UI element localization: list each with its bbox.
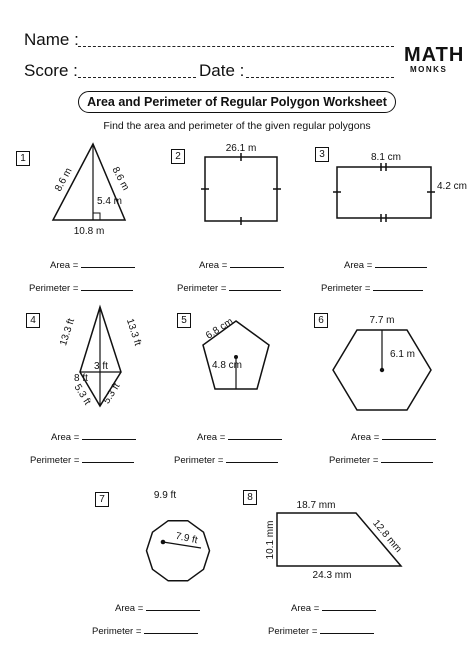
perimeter-answer-blank[interactable] bbox=[82, 453, 134, 463]
perimeter-answer bbox=[92, 624, 198, 637]
logo-text-main: MATH bbox=[404, 44, 465, 66]
center-dot bbox=[380, 368, 384, 372]
problem-number: 7 bbox=[95, 492, 109, 507]
perimeter-answer bbox=[174, 453, 278, 466]
problem-number: 6 bbox=[314, 313, 328, 328]
height-label: 10.1 mm bbox=[265, 520, 276, 560]
area-answer bbox=[50, 258, 135, 271]
area-answer-blank[interactable] bbox=[81, 258, 135, 268]
problem-number: 8 bbox=[243, 490, 257, 505]
area-answer-blank[interactable] bbox=[82, 430, 136, 440]
problem-number: 4 bbox=[26, 313, 40, 328]
perimeter-answer-blank[interactable] bbox=[144, 624, 198, 634]
area-answer bbox=[291, 601, 376, 614]
perimeter-label: Perimeter = bbox=[329, 455, 382, 466]
perimeter-answer-blank[interactable] bbox=[373, 281, 423, 291]
problem-number: 3 bbox=[315, 147, 329, 162]
side-label: 6.8 cm bbox=[204, 316, 236, 342]
top-base-label: 18.7 mm bbox=[296, 500, 336, 511]
apothem-label: 4.8 cm bbox=[212, 360, 243, 371]
area-label: Area = bbox=[344, 260, 375, 271]
area-answer bbox=[197, 430, 282, 443]
date-label: Date : bbox=[199, 61, 245, 80]
center-dot bbox=[161, 540, 166, 545]
perimeter-label: Perimeter = bbox=[29, 283, 82, 294]
perimeter-answer-blank[interactable] bbox=[229, 281, 281, 291]
perimeter-answer-blank[interactable] bbox=[81, 281, 133, 291]
bottom-base-label: 24.3 mm bbox=[312, 570, 352, 581]
area-label: Area = bbox=[115, 603, 146, 614]
name-label: Name : bbox=[24, 30, 79, 49]
side-label: 8.6 m bbox=[53, 166, 75, 194]
perimeter-label: Perimeter = bbox=[30, 455, 83, 466]
perimeter-answer bbox=[30, 453, 134, 466]
width-label: 4.2 cm bbox=[437, 181, 468, 192]
side-label: 5.3 ft bbox=[101, 381, 123, 407]
base-label: 10.8 m bbox=[73, 226, 105, 237]
perimeter-label: Perimeter = bbox=[321, 283, 374, 294]
area-label: Area = bbox=[351, 432, 382, 443]
side-label: 7.7 m bbox=[369, 315, 395, 326]
apothem-label: 6.1 m bbox=[390, 349, 416, 360]
area-label: Area = bbox=[50, 260, 81, 271]
area-label: Area = bbox=[199, 260, 230, 271]
decagon-shape bbox=[147, 521, 210, 581]
instructions: Find the area and perimeter of the given regular polygons bbox=[103, 120, 371, 132]
perimeter-answer bbox=[329, 453, 433, 466]
perimeter-answer bbox=[29, 281, 133, 294]
area-answer-blank[interactable] bbox=[230, 258, 284, 268]
area-answer-blank[interactable] bbox=[375, 258, 427, 268]
perimeter-answer bbox=[177, 281, 281, 294]
area-label: Area = bbox=[51, 432, 82, 443]
height-label: 5.4 m bbox=[97, 196, 123, 207]
area-label: Area = bbox=[291, 603, 322, 614]
problem-number: 5 bbox=[177, 313, 191, 328]
rectangle-shape bbox=[337, 167, 431, 218]
area-answer bbox=[351, 430, 436, 443]
side-label: 13.3 ft bbox=[123, 317, 143, 348]
problem-number: 2 bbox=[171, 149, 185, 164]
perimeter-label: Perimeter = bbox=[177, 283, 230, 294]
right-angle-mark bbox=[93, 213, 100, 220]
worksheet-title: Area and Perimeter of Regular Polygon Worksheet bbox=[78, 91, 396, 113]
perimeter-answer-blank[interactable] bbox=[320, 624, 374, 634]
area-answer bbox=[344, 258, 427, 271]
logo-text-sub: MONKS bbox=[410, 65, 448, 74]
area-answer-blank[interactable] bbox=[322, 601, 376, 611]
area-answer bbox=[51, 430, 136, 443]
area-answer-blank[interactable] bbox=[146, 601, 200, 611]
side-label: 13.3 ft bbox=[58, 317, 78, 348]
perimeter-answer-blank[interactable] bbox=[381, 453, 433, 463]
side-label: 8.6 m bbox=[109, 165, 131, 193]
side-label: 5.3 ft bbox=[71, 382, 93, 408]
area-answer bbox=[199, 258, 284, 271]
diagonal-label: 8 ft bbox=[74, 373, 88, 384]
square-shape bbox=[205, 157, 277, 221]
perimeter-answer bbox=[268, 624, 374, 637]
side-label: 26.1 m bbox=[225, 143, 257, 154]
length-label: 8.1 cm bbox=[370, 152, 402, 163]
diagonal-label: 3 ft bbox=[94, 361, 108, 372]
perimeter-answer-blank[interactable] bbox=[226, 453, 278, 463]
radius-label: 7.9 ft bbox=[174, 530, 199, 547]
problem-number: 1 bbox=[16, 151, 30, 166]
center-dot bbox=[234, 355, 238, 359]
perimeter-label: Perimeter = bbox=[92, 626, 145, 637]
score-label: Score : bbox=[24, 61, 78, 80]
area-answer-blank[interactable] bbox=[382, 430, 436, 440]
side-label: 12.8 mm bbox=[370, 517, 404, 555]
side-label: 9.9 ft bbox=[153, 490, 177, 501]
area-answer-blank[interactable] bbox=[228, 430, 282, 440]
area-answer bbox=[115, 601, 200, 614]
perimeter-label: Perimeter = bbox=[174, 455, 227, 466]
perimeter-answer bbox=[321, 281, 423, 294]
area-label: Area = bbox=[197, 432, 228, 443]
perimeter-label: Perimeter = bbox=[268, 626, 321, 637]
